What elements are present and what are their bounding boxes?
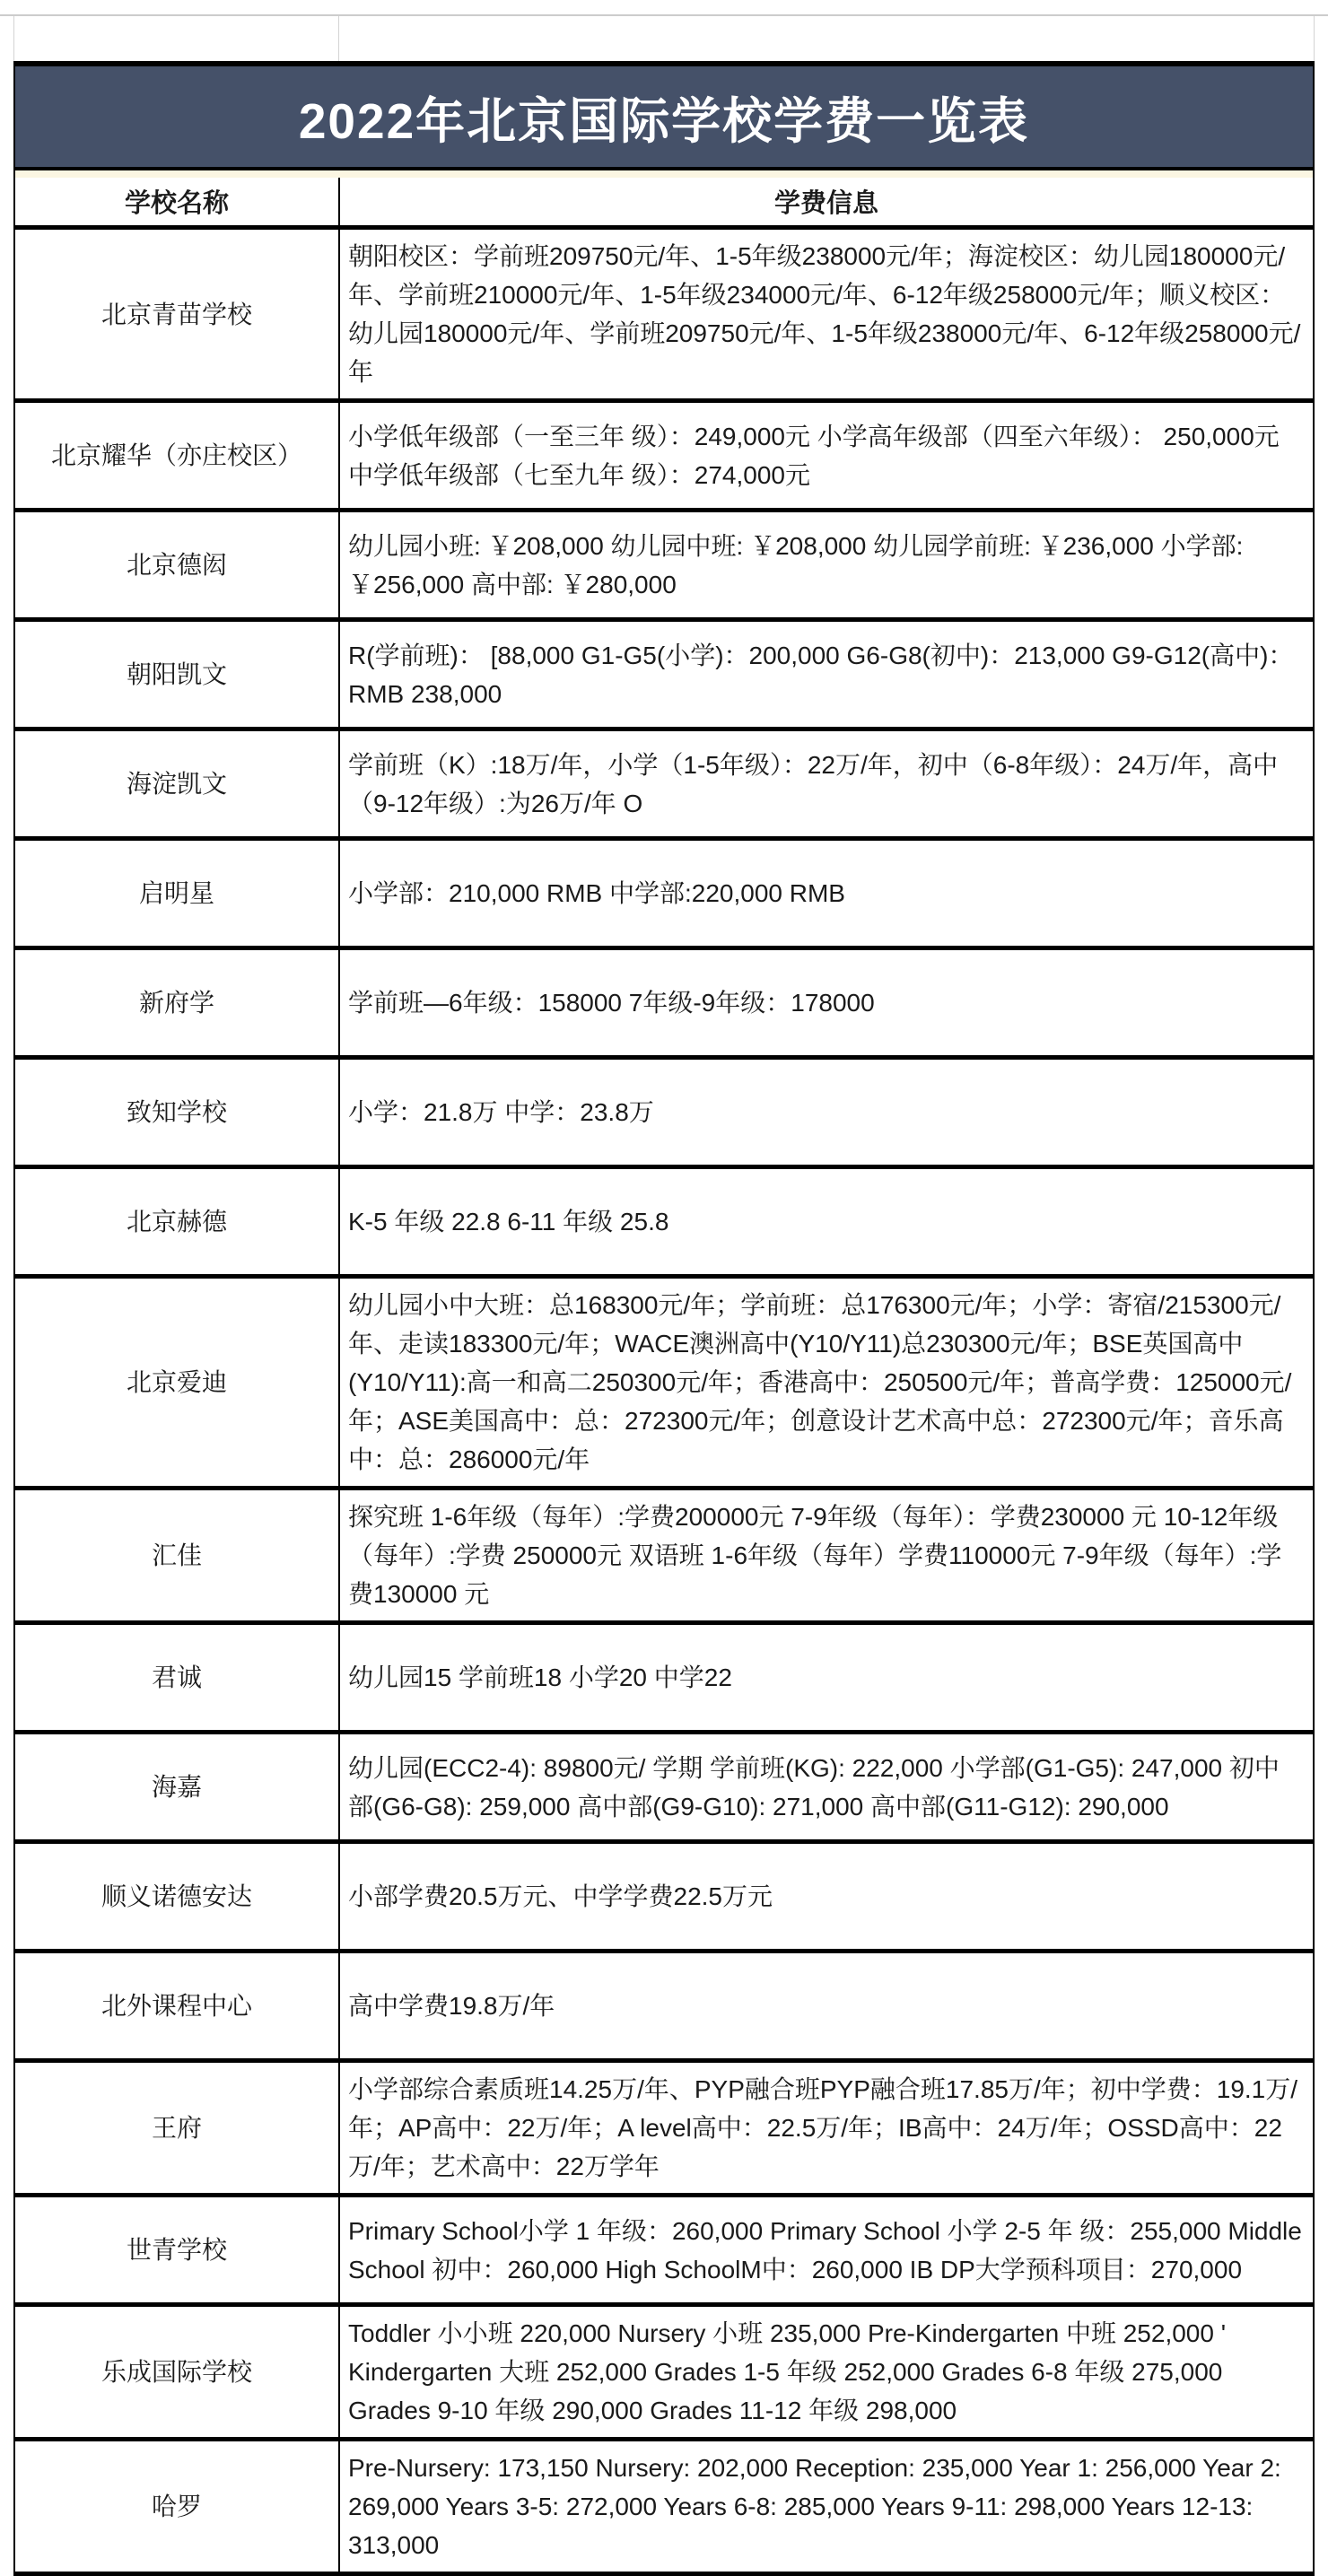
table-row bbox=[15, 1490, 1313, 1625]
table-row bbox=[15, 2197, 1313, 2307]
empty-top-row-right-cell bbox=[339, 16, 1314, 61]
table-row bbox=[15, 1844, 1313, 1953]
empty-top-row bbox=[13, 16, 1315, 61]
tuition-info-cell: 小学部：210,000 RMB 中学部:220,000 RMB bbox=[348, 879, 845, 907]
table-row bbox=[15, 950, 1313, 1060]
table-row bbox=[15, 2441, 1313, 2576]
table-row bbox=[15, 1169, 1313, 1279]
table-row bbox=[15, 1734, 1313, 1844]
table-row bbox=[15, 230, 1313, 403]
header-cream-strip bbox=[15, 170, 1313, 178]
tuition-info-cell: 小学：21.8万 中学：23.8万 bbox=[348, 1098, 654, 1126]
empty-top-row-left-cell bbox=[14, 16, 339, 61]
table-row bbox=[15, 2307, 1313, 2441]
school-name-cell: 王府 bbox=[15, 2063, 340, 2193]
table-row bbox=[15, 403, 1313, 512]
tuition-info-cell: 幼儿园15 学前班18 小学20 中学22 bbox=[348, 1663, 732, 1691]
school-name-cell: 世青学校 bbox=[15, 2197, 340, 2302]
table-row bbox=[15, 731, 1313, 841]
tuition-info-cell: 学前班—6年级：158000 7年级-9年级：178000 bbox=[348, 989, 875, 1017]
school-name-cell: 北外课程中心 bbox=[15, 1953, 340, 2058]
column-header-tuition-info: 学费信息 bbox=[773, 189, 878, 218]
table-row bbox=[15, 1279, 1313, 1490]
tuition-info-cell: 朝阳校区：学前班209750元/年、1-5年级238000元/年；海淀校区：幼儿园180000元/年、学前班210000元/年、1-5年级234000元/年、6-12年级258000元/年；顺义校区：幼儿园180000元/年、学前班209750元/年、1-5年级238000元/年、6-12年级258000元/年 bbox=[348, 242, 1301, 386]
school-name-cell: 哈罗 bbox=[15, 2441, 340, 2572]
tuition-info-cell: R(学前班)： [88,000 G1-G5(小学)：200,000 G6-G8(初中)：213,000 G9-G12(高中)：RMB 238,000 bbox=[348, 641, 1294, 708]
table-row bbox=[15, 2063, 1313, 2197]
school-name-cell: 君诚 bbox=[15, 1625, 340, 1730]
tuition-info-cell: Primary School小学 1 年级：260,000 Primary School 小学 2-5 年 级：255,000 Middle School 初中：260,000 High SchoolM中：260,000 IB DP大学预科项目：270,000 bbox=[348, 2216, 1302, 2283]
table-title-band bbox=[15, 66, 1313, 170]
column-header-school-name: 学校名称 bbox=[15, 178, 340, 225]
tuition-info-cell: 幼儿园小中大班：总168300元/年；学前班：总176300元/年；小学：寄宿/215300元/年、走读183300元/年；WACE澳洲高中(Y10/Y11)总230300元/年；BSE英国高中(Y10/Y11):高一和高二250300元/年；香港高中：250500元/年；普高学费：125000元/年；ASE美国高中：总：272300元/年；创意设计艺术高中总：272300元/年；音乐高中：总：286000元/年 bbox=[348, 1291, 1292, 1473]
table-row bbox=[15, 1060, 1313, 1169]
school-name-cell: 致知学校 bbox=[15, 1060, 340, 1165]
school-name-cell: 海淀凯文 bbox=[15, 731, 340, 836]
tuition-info-cell: 学前班（K）:18万/年，小学（1-5年级）：22万/年，初中（6-8年级）：24万/年，高中（9-12年级）:为26万/年 O bbox=[348, 750, 1279, 817]
tuition-info-cell: 小学低年级部（一至三年 级）：249,000元 小学高年级部（四至六年级）： 250,000元 中学低年级部（七至九年 级）：274,000元 bbox=[348, 422, 1280, 489]
school-name-cell: 朝阳凯文 bbox=[15, 622, 340, 727]
school-name-cell: 北京赫德 bbox=[15, 1169, 340, 1274]
top-margin bbox=[0, 0, 1328, 14]
tuition-info-cell: 小学部综合素质班14.25万/年、PYP融合班PYP融合班17.85万/年；初中学费：19.1万/年；AP高中：22万/年；A level高中：22.5万/年；IB高中：24万/年；OSSD高中：22万/年；艺术高中：22万学年 bbox=[348, 2075, 1298, 2180]
page-title: 2022年北京国际学校学费一览表 bbox=[298, 92, 1030, 149]
table-body bbox=[15, 230, 1313, 2576]
tuition-info-cell: 小部学费20.5万元、中学学费22.5万元 bbox=[348, 1882, 773, 1910]
school-name-cell: 北京青苗学校 bbox=[15, 230, 340, 398]
tuition-info-cell: Toddler 小小班 220,000 Nursery 小班 235,000 Pre-Kindergarten 中班 252,000 ' Kindergarten 大班 252,000 Grades 1-5 年级 252,000 Grades 6-8 年级 275,000 Grades 9-10 年级 290,000 Grades 11-12 年级 298,000 bbox=[348, 2319, 1227, 2424]
table-row bbox=[15, 841, 1313, 950]
tuition-info-cell: K-5 年级 22.8 6-11 年级 25.8 bbox=[348, 1208, 669, 1236]
school-name-cell: 新府学 bbox=[15, 950, 340, 1055]
tuition-info-cell: 幼儿园小班: ￥208,000 幼儿园中班: ￥208,000 幼儿园学前班: ￥236,000 小学部: ￥256,000 高中部: ￥280,000 bbox=[348, 531, 1244, 598]
school-name-cell: 海嘉 bbox=[15, 1734, 340, 1839]
tuition-table bbox=[13, 61, 1315, 2576]
school-name-cell: 北京耀华（亦庄校区） bbox=[15, 403, 340, 508]
school-name-cell: 汇佳 bbox=[15, 1490, 340, 1620]
school-name-cell: 启明星 bbox=[15, 841, 340, 946]
school-name-cell: 乐成国际学校 bbox=[15, 2307, 340, 2437]
table-row bbox=[15, 1625, 1313, 1734]
tuition-info-cell: 高中学费19.8万/年 bbox=[348, 1992, 555, 2020]
table-header-row bbox=[15, 178, 1313, 230]
table-row bbox=[15, 622, 1313, 731]
tuition-info-cell: Pre-Nursery: 173,150 Nursery: 202,000 Reception: 235,000 Year 1: 256,000 Year 2: 269,000 Years 3-5: 272,000 Years 6-8: 285,000 Years 9-11: 298,000 Years 12-13: 313,000 bbox=[348, 2454, 1281, 2559]
school-name-cell: 北京爱迪 bbox=[15, 1279, 340, 1486]
table-row bbox=[15, 512, 1313, 622]
school-name-cell: 顺义诺德安达 bbox=[15, 1844, 340, 1949]
tuition-info-cell: 幼儿园(ECC2-4): 89800元/ 学期 学前班(KG): 222,000 小学部(G1-G5): 247,000 初中部(G6-G8): 259,000 高中部(G9-G10): 271,000 高中部(G11-G12): 290,000 bbox=[348, 1753, 1280, 1821]
school-name-cell: 北京德闳 bbox=[15, 512, 340, 617]
table-row bbox=[15, 1953, 1313, 2063]
tuition-info-cell: 探究班 1-6年级（每年）:学费200000元 7-9年级（每年）：学费230000 元 10-12年级（每年）:学费 250000元 双语班 1-6年级（每年）学费110000元 7-9年级（每年）:学费130000 元 bbox=[348, 1503, 1282, 1608]
